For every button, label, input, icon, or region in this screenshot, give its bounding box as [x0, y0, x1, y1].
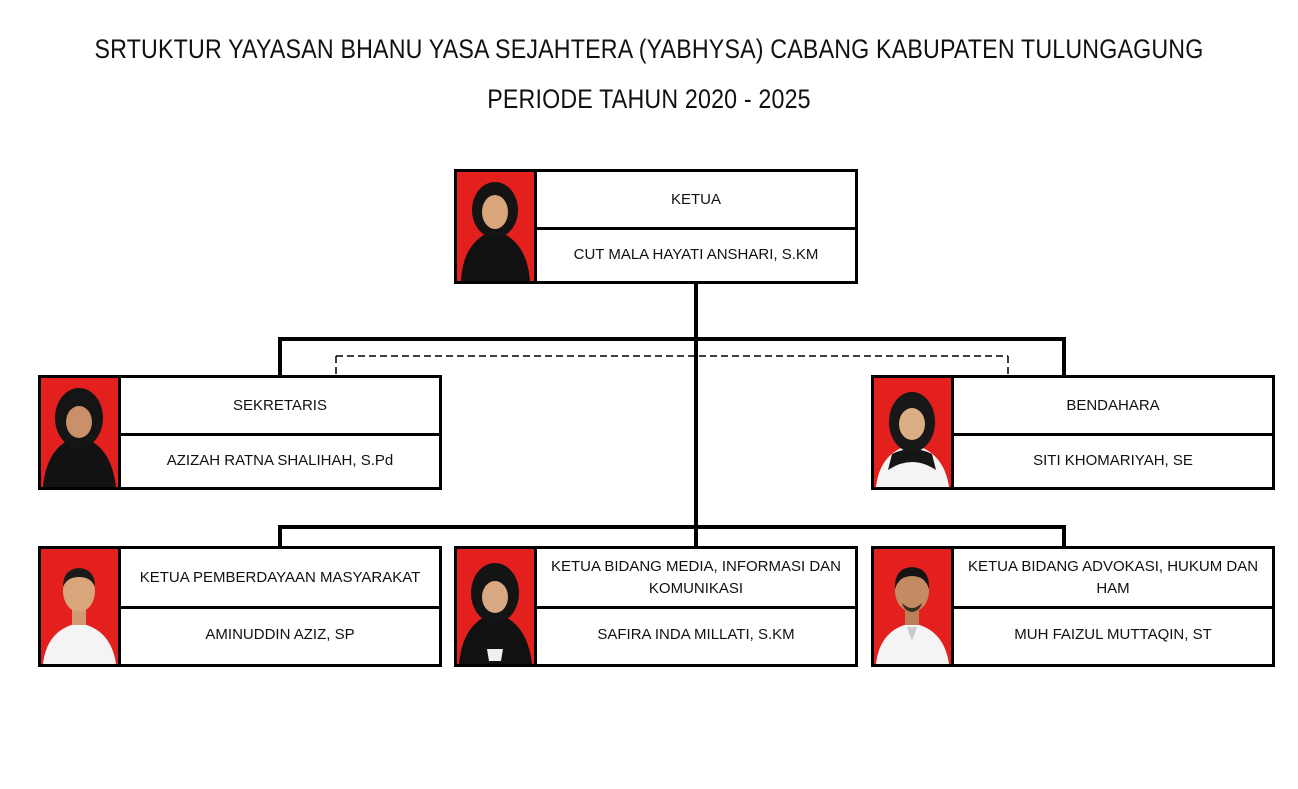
chart-period: PERIODE TAHUN 2020 - 2025	[487, 84, 811, 114]
pemberdayaan-photo	[41, 549, 121, 664]
man-portrait-icon	[41, 549, 118, 664]
bendahara-photo	[874, 378, 954, 487]
pemberdayaan-role: KETUA PEMBERDAYAAN MASYARAKAT	[121, 549, 439, 609]
ketua-role: KETUA	[537, 172, 855, 230]
media-role: KETUA BIDANG MEDIA, INFORMASI DAN KOMUNIKASI	[537, 549, 855, 609]
sekretaris-photo	[41, 378, 121, 487]
woman-hijab-portrait-icon	[41, 378, 118, 487]
advokasi-name: MUH FAIZUL MUTTAQIN, ST	[1014, 626, 1212, 643]
sekretaris-name: AZIZAH RATNA SHALIHAH, S.Pd	[166, 452, 394, 469]
woman-hijab-portrait-icon	[457, 172, 534, 281]
woman-hijab-portrait-icon	[457, 549, 534, 664]
media-photo	[457, 549, 537, 664]
ketua-card	[454, 169, 858, 284]
advokasi-photo	[874, 549, 954, 664]
pemberdayaan-name: AMINUDDIN AZIZ, SP	[205, 626, 355, 643]
man-portrait-icon	[874, 549, 951, 664]
sekretaris-role: SEKRETARIS	[121, 378, 439, 436]
pemberdayaan-card	[38, 546, 442, 667]
woman-hijab-portrait-icon	[874, 378, 951, 487]
bendahara-card	[871, 375, 1275, 490]
media-card	[454, 546, 858, 667]
media-name: SAFIRA INDA MILLATI, S.KM	[597, 626, 795, 643]
advokasi-card	[871, 546, 1275, 667]
bendahara-name: SITI KHOMARIYAH, SE	[1033, 452, 1193, 469]
ketua-name: CUT MALA HAYATI ANSHARI, S.KM	[573, 246, 819, 263]
chart-title: SRTUKTUR YAYASAN BHANU YASA SEJAHTERA (YABHYSA) CABANG KABUPATEN TULUNGAGUNG	[94, 34, 1204, 64]
bendahara-role: BENDAHARA	[954, 378, 1272, 436]
sekretaris-card	[38, 375, 442, 490]
advokasi-role: KETUA BIDANG ADVOKASI, HUKUM DAN HAM	[954, 549, 1272, 609]
ketua-photo	[457, 172, 537, 281]
